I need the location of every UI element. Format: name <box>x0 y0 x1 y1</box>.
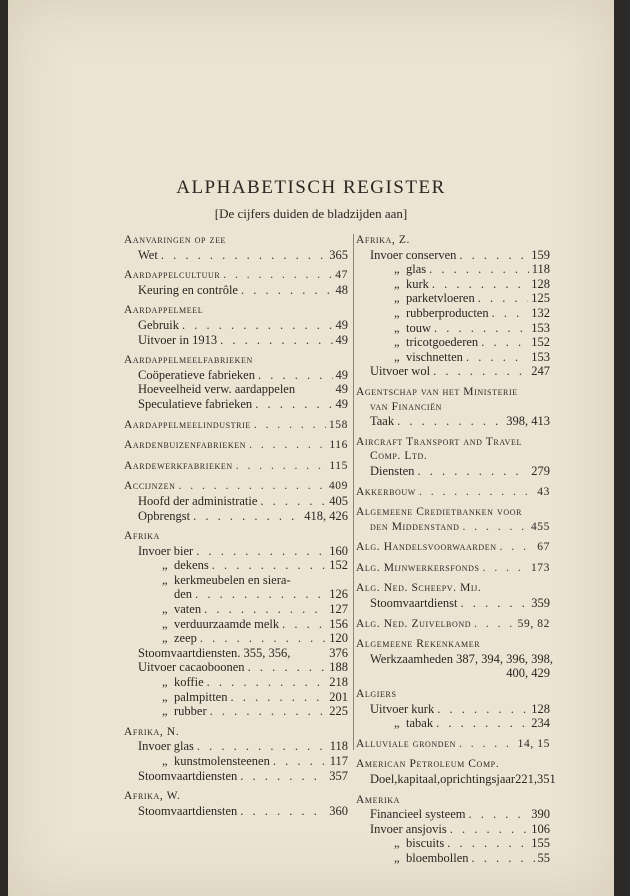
index-entry <box>124 248 348 263</box>
page-number: 405 <box>329 493 348 508</box>
entry-text: Hoofd der administratie <box>138 493 258 508</box>
entry-text: Aircraft Transport and Travel <box>356 435 523 448</box>
leader-dots <box>478 291 529 306</box>
entry-text: Stoomvaartdiensten <box>138 803 238 818</box>
index-entry <box>124 739 348 754</box>
leader-dots <box>492 306 529 321</box>
index-heading <box>356 435 550 450</box>
leader-dots <box>240 769 326 784</box>
leader-dots <box>459 737 515 752</box>
entry-text: touw <box>406 320 431 335</box>
index-heading <box>356 540 550 555</box>
page-number: 357 <box>329 768 348 783</box>
index-subentry <box>356 291 550 306</box>
entry-text: Afrika, N. <box>124 725 180 738</box>
entry-text: verduurzaamde melk <box>174 616 280 631</box>
entry-text: Stoomvaartdiensten. 355, 356, <box>138 645 291 660</box>
index-entry <box>124 660 348 675</box>
leader-dots <box>240 804 326 819</box>
page-number: 67 <box>537 541 550 554</box>
index-heading <box>356 581 550 596</box>
ditto-mark: „ <box>162 704 168 719</box>
index-heading <box>124 303 348 318</box>
page-number: 126 <box>329 587 348 602</box>
leader-dots <box>204 602 326 617</box>
entry-text: Speculatieve fabrieken <box>138 396 253 411</box>
page-number: 152 <box>531 335 550 350</box>
leader-dots <box>197 739 327 754</box>
leader-dots <box>434 321 528 336</box>
leader-dots <box>282 617 326 632</box>
entry-text: Comp. Ltd. <box>370 450 428 463</box>
ditto-mark: „ <box>162 558 168 573</box>
entry-text: Alg. Ned. Scheepv. Mij. <box>356 582 482 595</box>
index-entry <box>124 509 348 524</box>
entry-text: Doel,kapitaal,oprichtingsjaar221,351 <box>370 772 556 786</box>
leader-dots <box>207 675 327 690</box>
page-number: 247 <box>531 364 550 379</box>
register-page <box>8 0 614 896</box>
entry-text: den <box>174 587 193 602</box>
index-heading <box>356 233 550 248</box>
ditto-mark: „ <box>394 291 400 306</box>
page-number: 120 <box>329 631 348 646</box>
page-number: 188 <box>329 660 348 675</box>
page-number: 125 <box>531 291 550 306</box>
entry-text: Uitvoer wol <box>370 364 431 379</box>
page-number: 55 <box>537 850 550 865</box>
page-number: 49 <box>335 317 348 332</box>
leader-dots <box>236 459 327 474</box>
entry-text: van Financiën <box>370 400 443 413</box>
index-entry <box>124 397 348 412</box>
entry-text: Financieel systeem <box>370 807 466 822</box>
page-number: 49 <box>335 332 348 347</box>
page-number: 390 <box>531 807 550 822</box>
entry-text: Stoomvaartdienst <box>370 596 458 611</box>
index-entry <box>124 318 348 333</box>
index-heading <box>124 479 348 494</box>
leader-dots <box>196 544 326 559</box>
entry-text: Opbrengst <box>138 508 191 523</box>
leader-dots <box>459 248 528 263</box>
index-subentry <box>124 602 348 617</box>
ditto-mark: „ <box>394 850 400 865</box>
left-index-column <box>124 233 348 818</box>
right-index-column <box>356 233 556 866</box>
page-number: 153 <box>531 320 550 335</box>
entry-text: Algemeene Rekenkamer <box>356 638 481 651</box>
entry-text: Invoer bier <box>138 543 194 558</box>
page-number: 59, 82 <box>517 617 550 630</box>
page-subtitle: [De cijfers duiden de bladzijden aan] <box>214 206 408 221</box>
leader-dots <box>433 364 528 379</box>
index-heading <box>356 793 550 808</box>
index-subentry <box>124 617 348 632</box>
entry-text: Aardappelmeel <box>124 304 204 317</box>
entry-text: Alluviale gronden <box>356 737 457 750</box>
index-heading <box>124 529 348 544</box>
index-entry <box>356 364 550 379</box>
entry-text: Diensten <box>370 463 415 478</box>
entry-text: Werkzaamheden 387, 394, 396, 398, <box>370 651 553 666</box>
ditto-mark: „ <box>162 689 168 704</box>
entry-text: American Petroleum Comp. <box>356 758 500 771</box>
entry-text: Invoer conserven <box>370 247 457 262</box>
ditto-mark: „ <box>394 276 400 291</box>
page-number: 218 <box>329 675 348 690</box>
index-entry <box>124 804 348 819</box>
index-entry <box>124 544 348 559</box>
index-subentry <box>124 690 348 705</box>
entry-text: Aardappelcultuur <box>124 269 221 282</box>
entry-text: Alg. Handelsvoorwaarden <box>356 541 497 554</box>
ditto-mark: „ <box>394 335 400 350</box>
page-number: 455 <box>530 520 550 533</box>
index-entry <box>356 414 550 429</box>
index-subentry <box>356 262 550 277</box>
index-entry <box>124 283 348 298</box>
index-heading <box>356 637 550 652</box>
page-number: 409 <box>328 480 348 493</box>
page-number: 43 <box>537 485 550 498</box>
ditto-mark: „ <box>394 320 400 335</box>
leader-dots <box>220 333 332 348</box>
page-number: 117 <box>329 754 348 768</box>
page-number: 127 <box>329 602 348 617</box>
entry-text: Gebruik <box>138 317 179 332</box>
leader-dots <box>258 368 333 383</box>
page-title: ALPHABETISCH REGISTER <box>176 177 446 198</box>
entry-text: Aardappelmeelindustrie <box>124 418 251 431</box>
index-subentry <box>124 558 348 573</box>
leader-dots <box>212 558 327 573</box>
page-number: 156 <box>329 616 348 631</box>
index-entry <box>356 807 550 822</box>
page-number: 152 <box>329 558 348 573</box>
page-number: 360 <box>329 803 348 818</box>
entry-text: Invoer ansjovis <box>370 821 447 836</box>
leader-dots <box>255 397 332 412</box>
entry-text: palmpitten <box>174 689 228 704</box>
index-heading <box>356 617 550 632</box>
entry-text: Aardappelmeelfabrieken <box>124 354 253 367</box>
entry-text: dekens <box>174 558 209 573</box>
leader-dots <box>468 807 528 822</box>
index-heading <box>124 353 348 368</box>
entry-text: parketvloeren <box>406 291 475 306</box>
index-subentry <box>356 716 550 731</box>
entry-text: tricotgoederen <box>406 335 479 350</box>
entry-text: zeep <box>174 631 197 646</box>
entry-text: Accijnzen <box>124 480 176 493</box>
leader-dots <box>472 851 535 866</box>
index-heading-continued <box>356 449 550 464</box>
index-subentry <box>356 277 550 292</box>
entry-text: koffie <box>174 675 204 690</box>
index-heading <box>356 561 550 576</box>
leader-dots <box>178 479 325 494</box>
entry-text: Algiers <box>356 688 397 701</box>
leader-dots <box>223 268 332 283</box>
entry-text: Taak <box>370 414 395 429</box>
entry-text: Agentschap van het Ministerie <box>356 385 518 398</box>
leader-dots <box>429 262 529 277</box>
page-number: 155 <box>531 836 550 851</box>
entry-text: Alg. Ned. Zuivelbond <box>356 617 472 630</box>
index-heading <box>124 268 348 283</box>
entry-text: Afrika <box>124 530 160 543</box>
leader-dots <box>249 438 326 453</box>
entry-text: Hoeveelheid verw. aardappelen <box>138 382 296 397</box>
entry-text: tabak <box>406 716 434 731</box>
leader-dots <box>210 704 327 719</box>
page-number: 106 <box>531 821 550 836</box>
page-number: 49 <box>335 396 348 411</box>
index-subentry <box>356 851 550 866</box>
page-number: 201 <box>329 689 348 704</box>
index-entry <box>124 382 348 397</box>
page-number: 116 <box>329 439 348 452</box>
entry-text: Algemeene Credietbanken voor <box>356 506 523 519</box>
index-subentry <box>356 321 550 336</box>
entry-text: glas <box>406 262 427 277</box>
leader-dots <box>273 754 327 769</box>
page-number: 115 <box>329 459 348 472</box>
index-entry <box>356 772 556 787</box>
index-heading <box>356 485 550 500</box>
leader-dots <box>481 335 528 350</box>
entry-text: rubber <box>174 704 207 719</box>
page-number: 158 <box>328 418 348 431</box>
index-subentry <box>356 306 550 321</box>
index-subentry <box>356 335 550 350</box>
page-number: 118 <box>329 739 348 754</box>
ditto-mark: „ <box>394 716 400 731</box>
leader-dots <box>200 631 326 646</box>
page-number: 118 <box>531 262 550 277</box>
page-number: 47 <box>335 269 348 282</box>
index-heading <box>124 418 348 433</box>
leader-dots <box>483 561 528 576</box>
entry-text: Alg. Mijnwerkersfonds <box>356 561 480 574</box>
index-entry-continued <box>356 666 550 681</box>
page-number: 49 <box>335 382 348 397</box>
index-entry <box>124 494 348 509</box>
index-heading <box>356 757 550 772</box>
index-heading <box>124 233 348 248</box>
ditto-mark: „ <box>162 754 168 768</box>
entry-text: Aanvaringen op zee <box>124 234 227 246</box>
index-heading <box>356 505 550 520</box>
leader-dots <box>474 617 515 632</box>
index-subentry <box>124 631 348 646</box>
index-heading <box>124 725 348 740</box>
page-number: 132 <box>531 305 550 320</box>
leader-dots <box>248 660 327 675</box>
page-number: 48 <box>335 282 348 297</box>
index-entry <box>124 646 348 661</box>
page-number: 418, 426 <box>304 508 348 523</box>
index-subentry <box>124 704 348 719</box>
entry-text: vaten <box>174 602 202 617</box>
index-heading <box>356 737 550 752</box>
page-number: 159 <box>531 247 550 262</box>
entry-text: Akkerbouw <box>356 485 416 498</box>
page-number: 225 <box>329 704 348 719</box>
leader-dots <box>461 596 529 611</box>
index-entry <box>124 769 348 784</box>
entry-text: 400, 429 <box>506 666 550 681</box>
leader-dots <box>254 418 326 433</box>
index-heading <box>356 687 550 702</box>
index-heading <box>124 789 348 804</box>
entry-text: biscuits <box>406 836 445 851</box>
leader-dots <box>437 702 528 717</box>
leader-dots <box>182 318 333 333</box>
entry-text: Afrika, Z. <box>356 234 410 246</box>
leader-dots <box>161 248 326 263</box>
index-heading <box>124 459 348 474</box>
entry-text: Aardewerkfabrieken <box>124 459 233 472</box>
index-subentry <box>356 836 550 851</box>
ditto-mark: „ <box>162 675 168 690</box>
leader-dots <box>500 540 535 555</box>
index-entry <box>356 822 550 837</box>
index-entry <box>356 651 553 667</box>
index-subentry <box>124 573 348 588</box>
page-number: 398, 413 <box>506 414 550 429</box>
page-number: 365 <box>329 247 348 262</box>
ditto-mark: „ <box>162 572 168 587</box>
entry-text: Stoomvaartdiensten <box>138 768 238 783</box>
leader-dots <box>260 494 326 509</box>
ditto-mark: „ <box>394 836 400 851</box>
entry-text: Invoer glas <box>138 739 194 754</box>
page-number: 153 <box>531 349 550 364</box>
index-entry <box>356 464 550 479</box>
page-number: 128 <box>531 701 550 716</box>
column-divider <box>353 234 354 750</box>
index-heading-continued <box>356 520 550 535</box>
entry-text: Uitvoer kurk <box>370 701 435 716</box>
index-subentry-continued <box>124 587 348 602</box>
ditto-mark: „ <box>162 631 168 646</box>
leader-dots <box>419 485 534 500</box>
page-number: 128 <box>531 276 550 291</box>
entry-text: rubberproducten <box>406 305 489 320</box>
leader-dots <box>397 414 503 429</box>
entry-text: Amerika <box>356 793 401 806</box>
entry-text: vischnetten <box>406 349 463 364</box>
page-number: 234 <box>531 716 550 731</box>
page-number: 359 <box>531 596 550 611</box>
ditto-mark: „ <box>394 349 400 364</box>
leader-dots <box>447 836 528 851</box>
entry-text: Keuring en contrôle <box>138 282 238 297</box>
index-entry <box>356 702 550 717</box>
leader-dots <box>432 277 528 292</box>
leader-dots <box>436 716 528 731</box>
ditto-mark: „ <box>162 616 168 631</box>
leader-dots <box>462 520 527 535</box>
index-entry <box>124 333 348 348</box>
ditto-mark: „ <box>394 262 400 277</box>
entry-text: Aardenbuizenfabrieken <box>124 439 247 452</box>
leader-dots <box>230 690 326 705</box>
page-number: 173 <box>530 561 550 574</box>
page-number: 376 <box>329 645 348 660</box>
leader-dots <box>195 587 326 602</box>
entry-text: Uitvoer in 1913 <box>138 332 218 347</box>
entry-text: den Middenstand <box>370 520 460 533</box>
index-subentry <box>124 675 348 690</box>
page-number: 49 <box>335 367 348 382</box>
index-heading-continued <box>356 400 550 415</box>
page-number: 279 <box>531 463 550 478</box>
entry-text: Afrika, W. <box>124 790 181 803</box>
entry-text: bloembollen <box>406 850 469 865</box>
index-entry <box>356 248 550 263</box>
entry-text: Uitvoer cacaoboonen <box>138 660 245 675</box>
index-subentry <box>124 754 348 769</box>
leader-dots <box>417 464 528 479</box>
leader-dots <box>193 509 301 524</box>
leader-dots <box>450 822 529 837</box>
index-heading <box>124 438 348 453</box>
index-entry <box>356 596 550 611</box>
index-entry <box>124 368 348 383</box>
leader-dots <box>466 350 528 365</box>
ditto-mark: „ <box>394 305 400 320</box>
entry-text: kunstmolensteenen <box>174 754 270 768</box>
index-subentry <box>356 350 550 365</box>
leader-dots <box>241 283 333 298</box>
entry-text: kurk <box>406 276 429 291</box>
page-number: 160 <box>329 543 348 558</box>
entry-text: kerkmeubelen en siera- <box>174 572 291 587</box>
index-heading <box>356 385 550 400</box>
entry-text: Wet <box>138 247 158 262</box>
ditto-mark: „ <box>162 602 168 617</box>
entry-text: Coöperatieve fabrieken <box>138 367 255 382</box>
page-number: 14, 15 <box>517 737 550 750</box>
